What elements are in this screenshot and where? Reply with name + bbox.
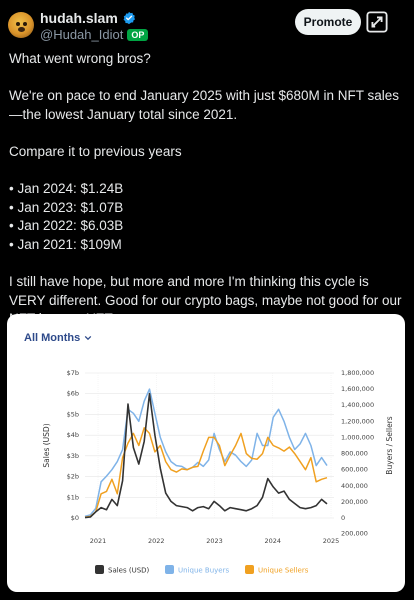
avatar-nose: [18, 27, 25, 32]
grok-icon[interactable]: [366, 11, 388, 33]
name-row: [40, 10, 136, 26]
y-tick-label: $2b: [66, 472, 79, 481]
y2-tick-label: 1,200,000: [341, 417, 375, 426]
y2-tick-label: 1,400,000: [341, 401, 375, 410]
post-line: What went wrong bros?: [9, 51, 151, 66]
chart-title: All Months: [24, 332, 81, 344]
y-tick-label: $7b: [66, 369, 79, 377]
x-tick-label: 2021: [89, 537, 107, 545]
handle-row: [40, 27, 148, 42]
y2-tick-label: 1,800,000: [341, 369, 375, 377]
verified-badge-icon: [122, 11, 136, 25]
post-spacer: [9, 124, 407, 143]
legend-swatch: [165, 565, 174, 574]
legend-swatch: [245, 565, 254, 574]
post-line: We're on pace to end January 2025 with just $680M in NFT sales—the lowest January total since 2021.: [9, 88, 400, 122]
post-line: I still have hope, but more and more I'm thinking this cycle is VERY different. Good for our crypto bags, maybe not good for our: [9, 274, 402, 308]
post-spacer: [9, 162, 407, 181]
post-body: [9, 50, 407, 329]
user-handle[interactable]: @Hudah_Idiot: [40, 27, 124, 42]
post-line: • Jan 2023: $1.07B: [9, 199, 124, 215]
x-tick-label: 2022: [147, 537, 165, 545]
x-tick-label: 2024: [264, 537, 282, 545]
y-tick-label: $5b: [66, 410, 79, 419]
y-axis-title: Sales (USD): [42, 423, 51, 468]
y2-tick-label: 0: [341, 514, 346, 522]
post-spacer: [9, 69, 407, 88]
x-tick-label: 2023: [206, 537, 223, 545]
display-name[interactable]: hudah.slam: [40, 10, 118, 26]
post-spacer: [9, 255, 407, 274]
legend-label: Sales (USD): [108, 566, 150, 575]
chart-image[interactable]: [7, 314, 405, 592]
y2-tick-label: 200,000: [341, 497, 368, 506]
avatar-eye: [23, 22, 27, 26]
x-tick-label: 2025: [322, 537, 340, 545]
post-line: • Jan 2022: $6.03B: [9, 218, 124, 234]
y-tick-label: $3b: [66, 451, 79, 460]
post-line: • Jan 2024: $1.24B: [9, 181, 124, 197]
legend-label: Unique Buyers: [178, 566, 230, 575]
avatar-eye: [16, 22, 20, 26]
y2-tick-label: 1,600,000: [341, 385, 375, 394]
y-tick-label: $1b: [66, 493, 79, 502]
legend-label: Unique Sellers: [258, 566, 309, 575]
y2-tick-label: 400,000: [341, 481, 368, 490]
post-line: Compare it to previous years: [9, 143, 182, 159]
y-tick-label: $4b: [66, 431, 79, 440]
avatar[interactable]: [8, 12, 34, 38]
y-tick-label: $6b: [66, 389, 79, 398]
post-line: • Jan 2021: $109M: [9, 236, 122, 252]
post-header: [0, 0, 414, 48]
y2-tick-label: 800,000: [341, 449, 368, 458]
y2-tick-label: 1,000,000: [341, 433, 375, 442]
y-tick-label: $0: [70, 514, 79, 522]
op-badge: OP: [127, 29, 148, 41]
y2-tick-label: 600,000: [341, 465, 368, 474]
line-chart: [7, 314, 405, 592]
promote-button[interactable]: Promote: [295, 9, 361, 35]
y2-axis-title: Buyers / Sellers: [385, 416, 394, 475]
legend-swatch: [95, 565, 104, 574]
y2-tick-label: 200,000: [341, 529, 368, 538]
